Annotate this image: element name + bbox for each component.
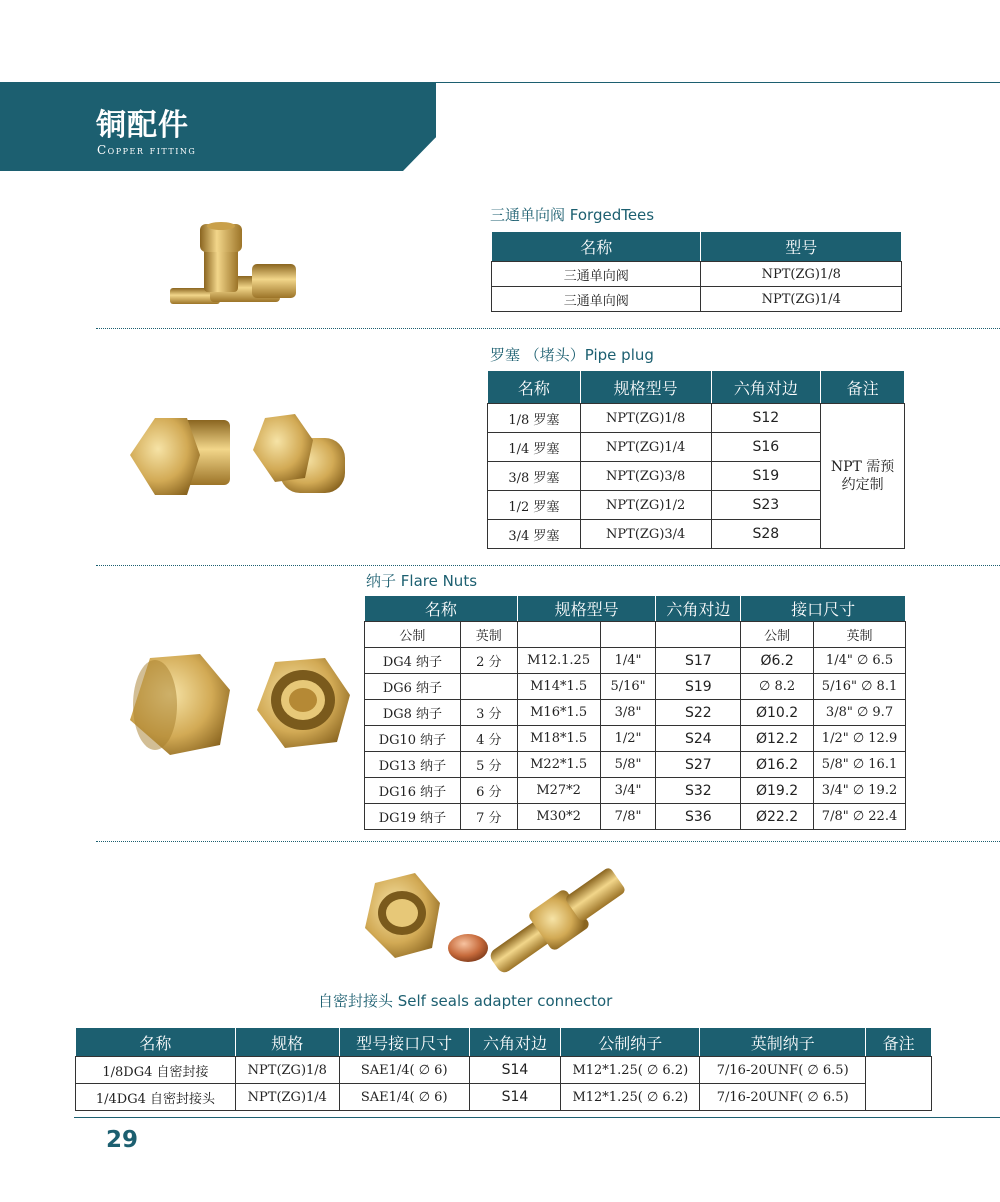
adapter-note-cell: [866, 1057, 932, 1111]
plug-cell: 1/4 罗塞: [488, 433, 581, 462]
nuts-cell: ∅ 8.2: [741, 674, 814, 700]
adapter-header: 规格: [235, 1028, 339, 1057]
plug-cell: 3/4 罗塞: [488, 520, 581, 549]
adapter-section-title: 自密封接头 Self seals adapter connector: [318, 992, 613, 1010]
plug-cell: S12: [711, 404, 821, 433]
nuts-cell: 3/4": [600, 778, 656, 804]
nuts-cell: 1/4": [600, 648, 656, 674]
plug-header-hex: 六角对边: [711, 371, 821, 404]
nuts-cell: DG13 纳子: [365, 752, 461, 778]
nuts-header-hex: 六角对边: [656, 596, 741, 622]
table-row: [365, 804, 906, 830]
nuts-subheader: 公制: [741, 622, 814, 648]
adapter-cell: NPT(ZG)1/8: [235, 1057, 339, 1084]
plug-cell: 3/8 罗塞: [488, 462, 581, 491]
nuts-cell: DG19 纳子: [365, 804, 461, 830]
pipe-plug-image: [125, 410, 355, 510]
table-row: [365, 726, 906, 752]
nuts-cell: Ø12.2: [741, 726, 814, 752]
plug-cell: S28: [711, 520, 821, 549]
nuts-cell: M12.1.25: [517, 648, 600, 674]
adapter-connector-image: [360, 848, 640, 978]
adapter-cell: NPT(ZG)1/4: [235, 1084, 339, 1111]
nuts-cell-empty: [656, 622, 741, 648]
page-number: 29: [106, 1127, 139, 1153]
nuts-cell: S27: [656, 752, 741, 778]
nuts-cell-empty: [600, 622, 656, 648]
nuts-cell: DG8 纳子: [365, 700, 461, 726]
footer-rule: [74, 1117, 1000, 1118]
nuts-cell: 3/8": [600, 700, 656, 726]
adapter-cell: 7/16-20UNF( ∅ 6.5): [700, 1057, 866, 1084]
nuts-cell: M18*1.5: [517, 726, 600, 752]
flare-nut-image: [125, 650, 355, 760]
nuts-subheader: 公制: [365, 622, 461, 648]
nuts-cell: 1/2": [600, 726, 656, 752]
plug-cell: 1/8 罗塞: [488, 404, 581, 433]
nuts-cell: 7 分: [460, 804, 517, 830]
table-row: [365, 778, 906, 804]
tees-table: [491, 231, 902, 312]
nuts-cell: 5/8" ∅ 16.1: [814, 752, 906, 778]
nuts-subheader: 英制: [814, 622, 906, 648]
adapter-header: 公制纳子: [561, 1028, 700, 1057]
tees-cell: NPT(ZG)1/4: [701, 287, 902, 312]
nuts-header-name: 名称: [365, 596, 518, 622]
page-subtitle: Copper fitting: [97, 143, 197, 157]
nuts-cell: DG4 纳子: [365, 648, 461, 674]
table-row: [76, 1057, 932, 1084]
nuts-cell: M30*2: [517, 804, 600, 830]
plug-header-note: 备注: [821, 371, 905, 404]
adapter-header: 英制纳子: [700, 1028, 866, 1057]
section-divider: [96, 841, 1000, 842]
nuts-cell: S22: [656, 700, 741, 726]
nuts-cell: M27*2: [517, 778, 600, 804]
plug-note: [821, 404, 905, 549]
nuts-cell: 3/4" ∅ 19.2: [814, 778, 906, 804]
table-row: [365, 700, 906, 726]
nuts-cell: 5/16": [600, 674, 656, 700]
plug-header-name: 名称: [488, 371, 581, 404]
table-row: [492, 287, 902, 312]
nuts-cell: 4 分: [460, 726, 517, 752]
plug-cell: 1/2 罗塞: [488, 491, 581, 520]
tees-cell: 三通单向阀: [492, 262, 701, 287]
nuts-cell: S17: [656, 648, 741, 674]
nuts-cell: 2 分: [460, 648, 517, 674]
nuts-cell: Ø16.2: [741, 752, 814, 778]
nuts-cell: M22*1.5: [517, 752, 600, 778]
section-divider: [96, 565, 1000, 566]
tees-header-name: 名称: [492, 232, 701, 262]
nuts-cell: DG6 纳子: [365, 674, 461, 700]
adapter-header: 备注: [866, 1028, 932, 1057]
nuts-cell: S36: [656, 804, 741, 830]
adapter-cell: 1/8DG4 自密封接: [76, 1057, 236, 1084]
tees-cell: NPT(ZG)1/8: [701, 262, 902, 287]
table-row: [76, 1084, 932, 1111]
plug-note-text: NPT 需预约定制: [830, 459, 895, 493]
forged-tee-image: [160, 218, 310, 318]
nuts-section-title: 纳子 Flare Nuts: [366, 572, 478, 590]
nuts-cell: 3 分: [460, 700, 517, 726]
nuts-cell: 1/2" ∅ 12.9: [814, 726, 906, 752]
adapter-cell: S14: [469, 1084, 561, 1111]
nuts-cell: Ø22.2: [741, 804, 814, 830]
plug-cell: NPT(ZG)3/8: [580, 462, 711, 491]
table-row: [365, 648, 906, 674]
page-title: 铜配件: [96, 108, 189, 143]
plug-cell: S19: [711, 462, 821, 491]
nuts-table: [364, 595, 906, 830]
header-band: [0, 82, 436, 171]
adapter-cell: 7/16-20UNF( ∅ 6.5): [700, 1084, 866, 1111]
table-row: [492, 262, 902, 287]
nuts-cell: 1/4" ∅ 6.5: [814, 648, 906, 674]
nuts-cell: 7/8" ∅ 22.4: [814, 804, 906, 830]
nuts-cell: 5/16" ∅ 8.1: [814, 674, 906, 700]
nuts-cell: Ø10.2: [741, 700, 814, 726]
nuts-cell: 6 分: [460, 778, 517, 804]
tees-cell: 三通单向阀: [492, 287, 701, 312]
adapter-cell: M12*1.25( ∅ 6.2): [561, 1057, 700, 1084]
nuts-cell: 7/8": [600, 804, 656, 830]
nuts-subheader: 英制: [460, 622, 517, 648]
plug-cell: S16: [711, 433, 821, 462]
nuts-cell: S19: [656, 674, 741, 700]
plug-cell: S23: [711, 491, 821, 520]
adapter-cell: M12*1.25( ∅ 6.2): [561, 1084, 700, 1111]
adapter-table: [75, 1027, 932, 1111]
adapter-cell: SAE1/4( ∅ 6): [339, 1084, 469, 1111]
plug-cell: NPT(ZG)3/4: [580, 520, 711, 549]
nuts-cell: [460, 674, 517, 700]
nuts-cell: M14*1.5: [517, 674, 600, 700]
adapter-cell: 1/4DG4 自密封接头: [76, 1084, 236, 1111]
tees-header-model: 型号: [701, 232, 902, 262]
nuts-cell: M16*1.5: [517, 700, 600, 726]
plug-cell: NPT(ZG)1/4: [580, 433, 711, 462]
table-row: [365, 622, 906, 648]
plug-cell: NPT(ZG)1/8: [580, 404, 711, 433]
nuts-cell: Ø6.2: [741, 648, 814, 674]
adapter-cell: SAE1/4( ∅ 6): [339, 1057, 469, 1084]
nuts-header-spec: 规格型号: [517, 596, 656, 622]
adapter-cell: S14: [469, 1057, 561, 1084]
tees-section-title: 三通单向阀 ForgedTees: [490, 206, 655, 224]
plug-cell: NPT(ZG)1/2: [580, 491, 711, 520]
adapter-header: 型号接口尺寸: [339, 1028, 469, 1057]
plug-section-title: 罗塞 （堵头）Pipe plug: [490, 346, 654, 364]
adapter-header: 名称: [76, 1028, 236, 1057]
plug-header-spec: 规格型号: [580, 371, 711, 404]
nuts-cell: 5/8": [600, 752, 656, 778]
section-divider: [96, 328, 1000, 329]
adapter-header: 六角对边: [469, 1028, 561, 1057]
table-row: [365, 674, 906, 700]
nuts-cell: Ø19.2: [741, 778, 814, 804]
nuts-cell: 5 分: [460, 752, 517, 778]
plug-table: [487, 370, 905, 549]
nuts-cell: S24: [656, 726, 741, 752]
nuts-header-size: 接口尺寸: [741, 596, 906, 622]
nuts-cell-empty: [517, 622, 600, 648]
table-row: [488, 404, 905, 433]
nuts-cell: DG16 纳子: [365, 778, 461, 804]
nuts-cell: S32: [656, 778, 741, 804]
nuts-cell: DG10 纳子: [365, 726, 461, 752]
nuts-cell: 3/8" ∅ 9.7: [814, 700, 906, 726]
table-row: [365, 752, 906, 778]
